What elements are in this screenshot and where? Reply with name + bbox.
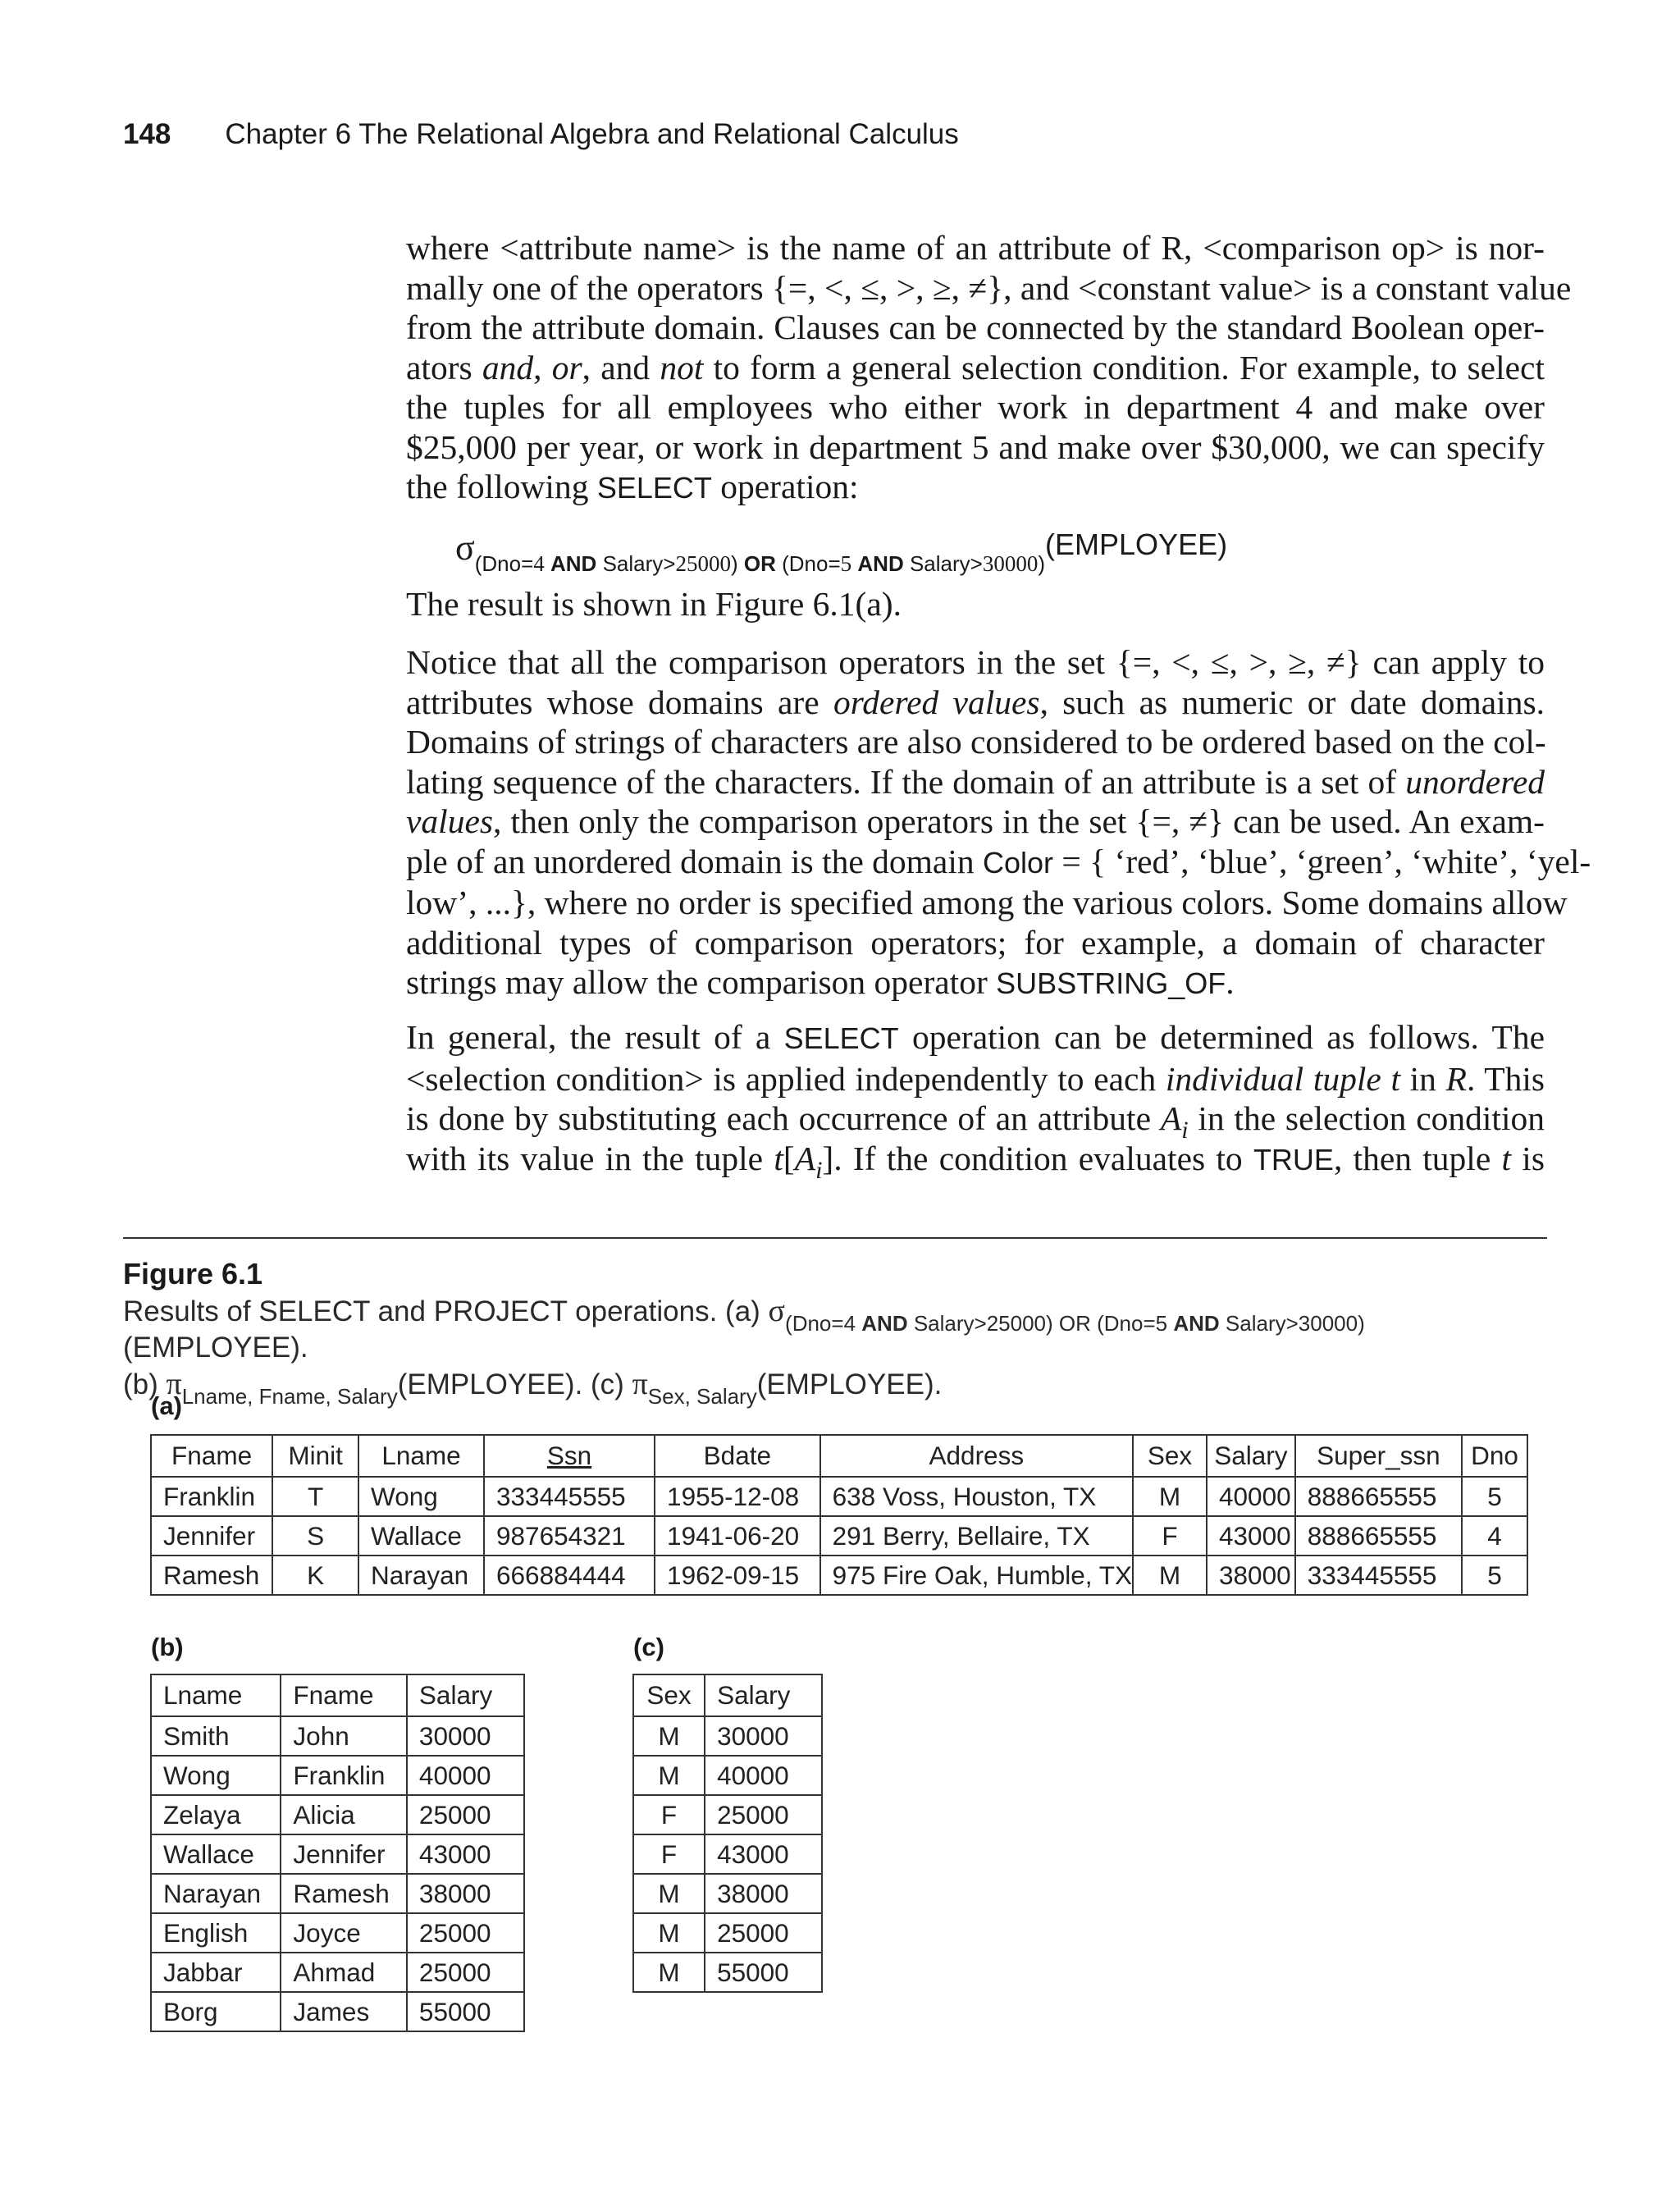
table-cell: 43000 (1207, 1516, 1295, 1556)
table-cell: 43000 (407, 1834, 524, 1874)
table-cell: 25000 (407, 1913, 524, 1953)
text-line: mally one of the operators {=, <, ≤, >, ≥, ≠}, and <constant value> is a constant value (406, 268, 1572, 307)
table-cell: 888665555 (1295, 1477, 1462, 1516)
text-line: lating sequence of the characters. If the domain of an attribute is a set of unordered (406, 762, 1545, 801)
table-cell: 888665555 (1295, 1516, 1462, 1556)
table-cell: 5 (1462, 1477, 1527, 1516)
table-cell: Smith (151, 1716, 281, 1756)
table-cell: M (633, 1874, 705, 1913)
text-line: ators and, or, and not to form a general selection condition. For example, to select (406, 348, 1545, 386)
table-cell: 40000 (705, 1756, 822, 1795)
table-cell: Joyce (281, 1913, 407, 1953)
text-line: low’, ...}, where no order is specified among the various colors. Some domains allow (406, 884, 1568, 921)
text-line: Domains of strings of characters are also considered to be ordered based on the col- (406, 723, 1546, 761)
column-header: Dno (1462, 1435, 1527, 1477)
table-row (151, 1834, 524, 1874)
table-cell: Franklin (151, 1477, 272, 1516)
table-cell: 975 Fire Oak, Humble, TX (820, 1556, 1133, 1595)
table-cell: F (633, 1834, 705, 1874)
table-cell: 25000 (705, 1795, 822, 1834)
table-cell: 638 Voss, Houston, TX (820, 1477, 1133, 1516)
paragraph-1 (406, 228, 1572, 509)
table-cell: Franklin (281, 1756, 407, 1795)
table-cell: 1962-09-15 (655, 1556, 820, 1595)
table-row (151, 1477, 1527, 1516)
table-row (633, 1795, 822, 1834)
table-cell: 25000 (407, 1953, 524, 1992)
result-table-b (150, 1674, 525, 2032)
text-line: strings may allow the comparison operator SUBSTRING_OF. (406, 963, 1235, 1001)
text-line: <selection condition> is applied independently to each individual tuple t in R. This (406, 1059, 1545, 1098)
table-cell: T (272, 1477, 358, 1516)
figure-divider (123, 1237, 1547, 1239)
part-a-label: (a) (151, 1391, 182, 1420)
text-line: The result is shown in Figure 6.1(a). (406, 585, 902, 623)
column-header: Salary (705, 1674, 822, 1716)
table-cell: M (1133, 1477, 1207, 1516)
table-row (151, 1795, 524, 1834)
text-line: values, then only the comparison operators in the set {=, ≠} can be used. An exam- (406, 802, 1545, 840)
table-cell: 30000 (705, 1716, 822, 1756)
table-cell: F (1133, 1516, 1207, 1556)
column-header: Super_ssn (1295, 1435, 1462, 1477)
table-cell: Borg (151, 1992, 281, 2031)
table-cell: 40000 (1207, 1477, 1295, 1516)
table-cell: F (633, 1795, 705, 1834)
text-line: the following SELECT operation: (406, 468, 859, 505)
part-c-label: (c) (633, 1633, 664, 1661)
paragraph-3 (406, 1017, 1545, 1184)
column-header: Sex (1133, 1435, 1207, 1477)
table-row (151, 1953, 524, 1992)
column-header: Fname (281, 1674, 407, 1716)
table-cell: 291 Berry, Bellaire, TX (820, 1516, 1133, 1556)
table-cell: 43000 (705, 1834, 822, 1874)
table-row (633, 1834, 822, 1874)
text-line: ple of an unordered domain is the domain Color = { ‘red’, ‘blue’, ‘green’, ‘white’, ‘yel- (406, 842, 1591, 880)
table-row (151, 1913, 524, 1953)
text-line: attributes whose domains are ordered values, such as numeric or date domains. (406, 683, 1545, 721)
result-table-c (632, 1674, 823, 1993)
caption-line-1: Results of SELECT and PROJECT operations. (a) $\sigma_{(Dno=4 AND Salary>25000) OR (Dno=5 AND Salary>30000)}$ (EMPLOYEE). (123, 1294, 1365, 1364)
text-line: where <attribute name> is the name of an attribute of R, <comparison op> is nor- (406, 229, 1545, 267)
table-row (633, 1756, 822, 1795)
table-cell: 1955-12-08 (655, 1477, 820, 1516)
table-row (633, 1953, 822, 1992)
column-header: Salary (1207, 1435, 1295, 1477)
column-header: Fname (151, 1435, 272, 1477)
page-number: 148 (123, 118, 171, 150)
text-line: is done by substituting each occurrence of an attribute $A_i$ in the selection condition (406, 1099, 1545, 1144)
caption-line-2: (b) $\pi_{Lname, Fname, Salary}(EMPLOYEE)$. (c) $\pi_{Sex, Salary}(EMPLOYEE)$. (123, 1367, 943, 1409)
figure-title: Figure 6.1 (123, 1257, 263, 1291)
table-cell: Wong (358, 1477, 484, 1516)
column-header: Sex (633, 1674, 705, 1716)
table-cell: Ramesh (281, 1874, 407, 1913)
relation-name: (EMPLOYEE) (1045, 528, 1228, 561)
table-cell: M (633, 1756, 705, 1795)
sigma-symbol: σ (455, 528, 475, 568)
part-b-label: (b) (151, 1633, 184, 1661)
table-cell: Jabbar (151, 1953, 281, 1992)
table-cell: James (281, 1992, 407, 2031)
table-cell: 666884444 (484, 1556, 655, 1595)
text-line: with its value in the tuple $t[A_i]$. If the condition evaluates to TRUE, then tuple t is (406, 1139, 1545, 1184)
selection-condition: (Dno=4 AND Salary>25000) OR (Dno=5 AND Salary>30000) (474, 551, 1046, 576)
table-row (633, 1874, 822, 1913)
running-title: Chapter 6 The Relational Algebra and Relational Calculus (225, 118, 959, 150)
table-cell: Zelaya (151, 1795, 281, 1834)
table-row (151, 1516, 1527, 1556)
table-cell: 987654321 (484, 1516, 655, 1556)
table-cell: 4 (1462, 1516, 1527, 1556)
table-row (151, 1992, 524, 2031)
table-row (633, 1716, 822, 1756)
table-cell: M (633, 1953, 705, 1992)
column-header: Bdate (655, 1435, 820, 1477)
table-cell: 55000 (705, 1953, 822, 1992)
table-cell: 5 (1462, 1556, 1527, 1595)
text-line: from the attribute domain. Clauses can be connected by the standard Boolean oper- (406, 308, 1545, 346)
table-cell: Ramesh (151, 1556, 272, 1595)
table-cell: 1941-06-20 (655, 1516, 820, 1556)
column-header: Lname (358, 1435, 484, 1477)
table-row (151, 1756, 524, 1795)
text-line: the tuples for all employees who either work in department 4 and make over (406, 388, 1545, 426)
table-cell: Jennifer (151, 1516, 272, 1556)
select-formula (455, 525, 1228, 576)
table-cell: 38000 (705, 1874, 822, 1913)
table-cell: John (281, 1716, 407, 1756)
table-cell: 30000 (407, 1716, 524, 1756)
table-cell: Alicia (281, 1795, 407, 1834)
table-cell: S (272, 1516, 358, 1556)
result-table-a (150, 1434, 1528, 1596)
table-cell: 38000 (407, 1874, 524, 1913)
text-line: $25,000 per year, or work in department 5 and make over $30,000, we can specify (406, 427, 1545, 466)
table-cell: Wallace (358, 1516, 484, 1556)
table-row (151, 1874, 524, 1913)
table-cell: 333445555 (484, 1477, 655, 1516)
table-cell: M (633, 1913, 705, 1953)
figure-caption (123, 1293, 1550, 1409)
running-header (123, 118, 959, 151)
table-cell: Ahmad (281, 1953, 407, 1992)
column-header: Lname (151, 1674, 281, 1716)
table-cell: Wallace (151, 1834, 281, 1874)
table-cell: 40000 (407, 1756, 524, 1795)
table-cell: English (151, 1913, 281, 1953)
table-cell: 38000 (1207, 1556, 1295, 1595)
result-line (406, 584, 1545, 624)
table-cell: Jennifer (281, 1834, 407, 1874)
text-line: additional types of comparison operators; for example, a domain of character (406, 923, 1545, 962)
table-row (633, 1913, 822, 1953)
table-cell: K (272, 1556, 358, 1595)
table-cell: Narayan (358, 1556, 484, 1595)
text-line: In general, the result of a SELECT operation can be determined as follows. The (406, 1018, 1545, 1056)
text-line: Notice that all the comparison operators in the set {=, <, ≤, >, ≥, ≠} can apply to (406, 643, 1545, 681)
table-cell: 55000 (407, 1992, 524, 2031)
column-header: Address (820, 1435, 1133, 1477)
table-cell: Narayan (151, 1874, 281, 1913)
table-cell: M (633, 1716, 705, 1756)
table-row (151, 1716, 524, 1756)
table-cell: 25000 (407, 1795, 524, 1834)
table-row (151, 1556, 1527, 1595)
column-header: Salary (407, 1674, 524, 1716)
table-cell: Wong (151, 1756, 281, 1795)
column-header: Minit (272, 1435, 358, 1477)
table-cell: M (1133, 1556, 1207, 1595)
table-cell: 333445555 (1295, 1556, 1462, 1595)
table-cell: 25000 (705, 1913, 822, 1953)
paragraph-2 (406, 642, 1591, 1004)
column-header: Ssn (484, 1435, 655, 1477)
